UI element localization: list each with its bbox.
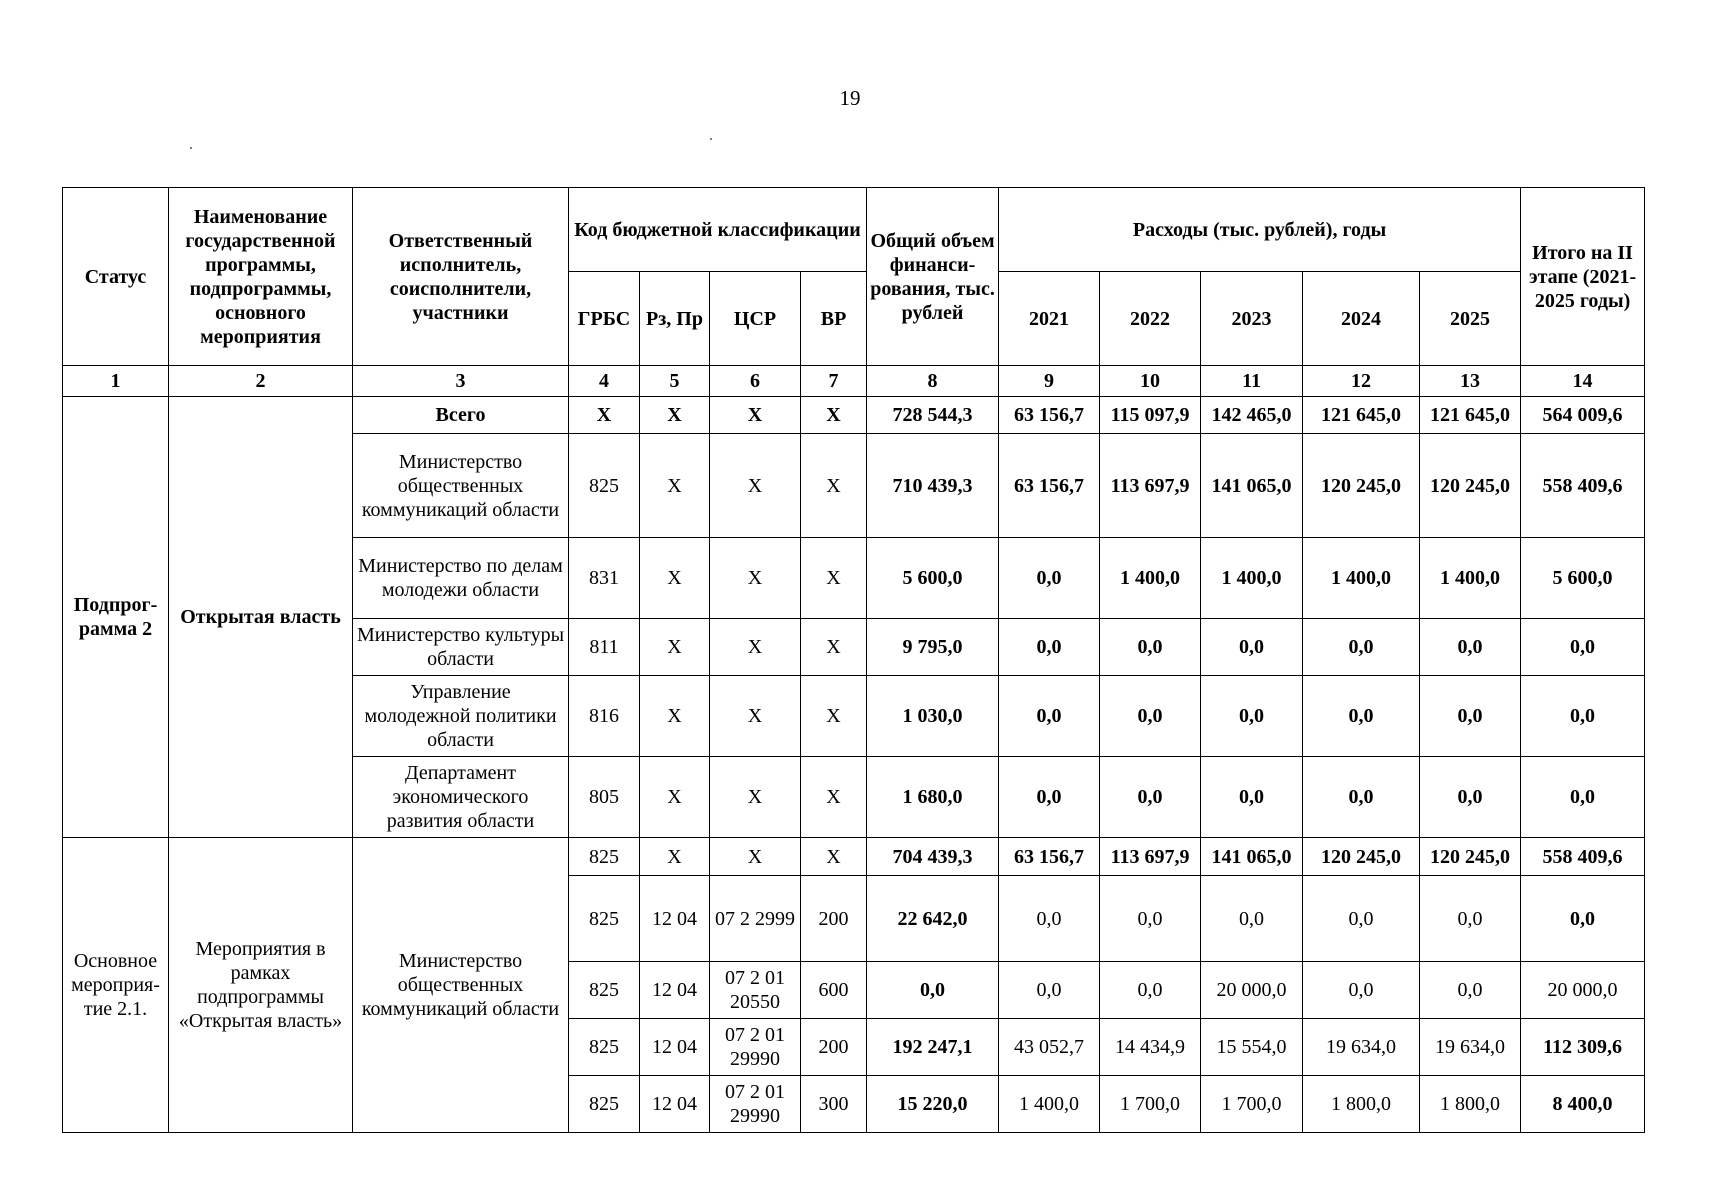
header-vr: ВР [801,272,867,366]
vr-cell: Х [801,397,867,434]
year-cell: 0,0 [1303,962,1420,1019]
scan-speck [710,138,712,140]
year-cell: 120 245,0 [1420,838,1521,876]
year-cell: 0,0 [1201,757,1303,838]
header-total-volume: Общий объем финанси-рования, тыс. рублей [867,188,999,366]
year-cell: 0,0 [1201,619,1303,676]
year-cell: 141 065,0 [1201,838,1303,876]
total-cell: 9 795,0 [867,619,999,676]
year-cell: 1 400,0 [1303,538,1420,619]
year-cell: 0,0 [999,619,1100,676]
year-cell: 115 097,9 [1100,397,1201,434]
vr-cell: Х [801,538,867,619]
rzpr-cell: 12 04 [640,1076,710,1133]
vr-cell: Х [801,676,867,757]
executor-cell: Министерство культуры области [353,619,569,676]
header-executor: Ответственный исполнитель, соисполнители, участники [353,188,569,366]
stage-total-cell: 0,0 [1521,876,1645,962]
executor-cell: Министерство общественных коммуникаций области [353,434,569,538]
header-status: Статус [63,188,169,366]
year-cell: 1 400,0 [1201,538,1303,619]
grbs-cell: 811 [569,619,640,676]
rzpr-cell: Х [640,838,710,876]
year-cell: 1 400,0 [1100,538,1201,619]
csr-cell: Х [710,619,801,676]
header-program-name: Наименование государственной программы, подпрограммы, основного мероприятия [169,188,353,366]
stage-total-cell: 8 400,0 [1521,1076,1645,1133]
stage-total-cell: 0,0 [1521,619,1645,676]
year-cell: 0,0 [1303,619,1420,676]
grbs-cell: 805 [569,757,640,838]
vr-cell: 600 [801,962,867,1019]
grbs-cell: 825 [569,1019,640,1076]
column-number: 12 [1303,366,1420,397]
csr-cell: Х [710,676,801,757]
year-cell: 0,0 [1201,676,1303,757]
year-cell: 15 554,0 [1201,1019,1303,1076]
total-cell: 1 030,0 [867,676,999,757]
rzpr-cell: Х [640,397,710,434]
year-cell: 63 156,7 [999,397,1100,434]
year-cell: 1 400,0 [999,1076,1100,1133]
grbs-cell: Х [569,397,640,434]
rzpr-cell: Х [640,538,710,619]
stage-total-cell: 0,0 [1521,676,1645,757]
year-cell: 0,0 [1420,962,1521,1019]
year-cell: 0,0 [1100,676,1201,757]
year-cell: 0,0 [999,538,1100,619]
csr-cell: Х [710,538,801,619]
header-year: 2021 [999,272,1100,366]
grbs-cell: 831 [569,538,640,619]
total-cell: 15 220,0 [867,1076,999,1133]
year-cell: 1 400,0 [1420,538,1521,619]
year-cell: 120 245,0 [1303,434,1420,538]
year-cell: 0,0 [1303,876,1420,962]
year-cell: 1 800,0 [1303,1076,1420,1133]
year-cell: 19 634,0 [1303,1019,1420,1076]
rzpr-cell: Х [640,434,710,538]
grbs-cell: 825 [569,838,640,876]
year-cell: 20 000,0 [1201,962,1303,1019]
vr-cell: 200 [801,876,867,962]
year-cell: 1 700,0 [1100,1076,1201,1133]
column-number: 1 [63,366,169,397]
executor-cell: Всего [353,397,569,434]
csr-cell: Х [710,434,801,538]
year-cell: 0,0 [999,757,1100,838]
header-year: 2025 [1420,272,1521,366]
vr-cell: 300 [801,1076,867,1133]
rzpr-cell: Х [640,757,710,838]
column-number: 7 [801,366,867,397]
column-number: 14 [1521,366,1645,397]
csr-cell: Х [710,757,801,838]
total-cell: 1 680,0 [867,757,999,838]
year-cell: 0,0 [999,962,1100,1019]
grbs-cell: 825 [569,434,640,538]
year-cell: 63 156,7 [999,838,1100,876]
year-cell: 0,0 [1303,676,1420,757]
stage-total-cell: 5 600,0 [1521,538,1645,619]
csr-cell: 07 2 2999 [710,876,801,962]
header-budget-code: Код бюджетной классификации [569,188,867,272]
year-cell: 19 634,0 [1420,1019,1521,1076]
grbs-cell: 816 [569,676,640,757]
year-cell: 0,0 [1100,757,1201,838]
activity-executor: Министерство общественных коммуникаций области [353,838,569,1133]
year-cell: 0,0 [1100,619,1201,676]
year-cell: 0,0 [1100,962,1201,1019]
stage-total-cell: 564 009,6 [1521,397,1645,434]
header-rzpr: Рз, Пр [640,272,710,366]
rzpr-cell: 12 04 [640,1019,710,1076]
csr-cell: 07 2 01 29990 [710,1019,801,1076]
header-year: 2023 [1201,272,1303,366]
vr-cell: 200 [801,1019,867,1076]
total-cell: 5 600,0 [867,538,999,619]
year-cell: 121 645,0 [1420,397,1521,434]
total-cell: 710 439,3 [867,434,999,538]
column-number: 11 [1201,366,1303,397]
year-cell: 120 245,0 [1420,434,1521,538]
header-year: 2024 [1303,272,1420,366]
subprogram-status: Подпрог-рамма 2 [63,397,169,838]
vr-cell: Х [801,757,867,838]
rzpr-cell: Х [640,676,710,757]
year-cell: 0,0 [1420,757,1521,838]
year-cell: 0,0 [1420,619,1521,676]
year-cell: 121 645,0 [1303,397,1420,434]
vr-cell: Х [801,619,867,676]
vr-cell: Х [801,434,867,538]
rzpr-cell: 12 04 [640,876,710,962]
total-cell: 22 642,0 [867,876,999,962]
csr-cell: 07 2 01 29990 [710,1076,801,1133]
stage-total-cell: 558 409,6 [1521,838,1645,876]
header-csr: ЦСР [710,272,801,366]
page-number: 19 [839,86,861,110]
stage-total-cell: 112 309,6 [1521,1019,1645,1076]
total-cell: 728 544,3 [867,397,999,434]
grbs-cell: 825 [569,876,640,962]
year-cell: 1 700,0 [1201,1076,1303,1133]
year-cell: 142 465,0 [1201,397,1303,434]
column-number: 2 [169,366,353,397]
year-cell: 1 800,0 [1420,1076,1521,1133]
stage-total-cell: 20 000,0 [1521,962,1645,1019]
budget-table [62,187,1645,1133]
stage-total-cell: 0,0 [1521,757,1645,838]
total-cell: 192 247,1 [867,1019,999,1076]
year-cell: 0,0 [1420,876,1521,962]
column-number: 3 [353,366,569,397]
column-number-row [63,366,1645,397]
column-number: 9 [999,366,1100,397]
total-cell: 704 439,3 [867,838,999,876]
scan-speck [190,147,192,149]
csr-cell: Х [710,838,801,876]
executor-cell: Департамент экономического развития области [353,757,569,838]
year-cell: 0,0 [1303,757,1420,838]
year-cell: 0,0 [1100,876,1201,962]
table-row [63,397,1645,434]
year-cell: 0,0 [999,876,1100,962]
year-cell: 63 156,7 [999,434,1100,538]
rzpr-cell: Х [640,619,710,676]
activity-status: Основное мероприя-тие 2.1. [63,838,169,1133]
column-number: 8 [867,366,999,397]
column-number: 10 [1100,366,1201,397]
header-grbs: ГРБС [569,272,640,366]
year-cell: 120 245,0 [1303,838,1420,876]
year-cell: 113 697,9 [1100,434,1201,538]
grbs-cell: 825 [569,962,640,1019]
year-cell: 0,0 [1420,676,1521,757]
activity-name: Мероприятия в рамках подпрограммы «Открытая власть» [169,838,353,1133]
year-cell: 14 434,9 [1100,1019,1201,1076]
subprogram-name: Открытая власть [169,397,353,838]
year-cell: 0,0 [999,676,1100,757]
column-number: 6 [710,366,801,397]
stage-total-cell: 558 409,6 [1521,434,1645,538]
executor-cell: Управление молодежной политики области [353,676,569,757]
header-expenses: Расходы (тыс. рублей), годы [999,188,1521,272]
year-cell: 0,0 [1201,876,1303,962]
rzpr-cell: 12 04 [640,962,710,1019]
csr-cell: Х [710,397,801,434]
year-cell: 43 052,7 [999,1019,1100,1076]
year-cell: 141 065,0 [1201,434,1303,538]
column-number: 13 [1420,366,1521,397]
year-cell: 113 697,9 [1100,838,1201,876]
total-cell: 0,0 [867,962,999,1019]
csr-cell: 07 2 01 20550 [710,962,801,1019]
header-stage-total: Итого на II этапе (2021-2025 годы) [1521,188,1645,366]
header-year: 2022 [1100,272,1201,366]
vr-cell: Х [801,838,867,876]
table-row [63,838,1645,876]
column-number: 4 [569,366,640,397]
column-number: 5 [640,366,710,397]
grbs-cell: 825 [569,1076,640,1133]
executor-cell: Министерство по делам молодежи области [353,538,569,619]
